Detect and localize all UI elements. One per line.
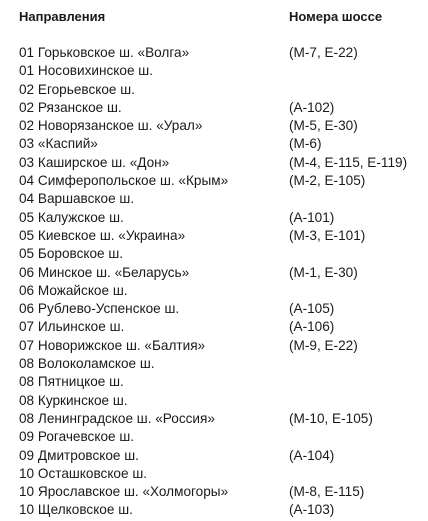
direction-cell: 03 Каширское ш. «Дон» [19, 154, 170, 170]
direction-cell: 08 Ленинградское ш. «Россия» [19, 410, 215, 426]
direction-cell: 03 «Каспий» [19, 136, 98, 152]
table-row [19, 172, 428, 190]
table-row [19, 392, 428, 410]
table-row [19, 99, 428, 117]
table-row [19, 154, 428, 172]
direction-cell: 08 Волоколамское ш. [19, 356, 155, 372]
table-row [19, 209, 428, 227]
highway-number-cell: (А-103) [289, 502, 335, 518]
direction-cell: 06 Минское ш. «Беларусь» [19, 264, 190, 280]
direction-cell: 10 Осташковское ш. [19, 465, 148, 481]
direction-cell: 05 Боровское ш. [19, 246, 124, 262]
highway-number-cell: (А-106) [289, 319, 335, 335]
table-row [19, 410, 428, 428]
direction-cell: 02 Новорязанское ш. «Урал» [19, 118, 203, 134]
table-row [19, 318, 428, 336]
table-header [19, 9, 428, 27]
table-row [19, 44, 428, 62]
table-row [19, 190, 428, 208]
direction-cell: 08 Пятницкое ш. [19, 374, 124, 390]
table-row [19, 373, 428, 391]
direction-cell: 09 Дмитровское ш. [19, 447, 139, 463]
directions-column-header: Направления [19, 9, 106, 24]
highway-number-cell: (М-4, Е-115, Е-119) [289, 154, 408, 170]
direction-cell: 01 Горьковское ш. «Волга» [19, 45, 190, 60]
direction-cell: 04 Симферопольское ш. «Крым» [19, 173, 229, 189]
highway-number-cell: (М-3, Е-101) [289, 227, 366, 243]
table-row [19, 62, 428, 80]
direction-cell: 05 Калужское ш. [19, 209, 124, 225]
highway-number-cell: (М-5, Е-30) [289, 118, 358, 134]
highway-number-cell: (М-9, Е-22) [289, 337, 358, 353]
highway-number-cell: (А-102) [289, 99, 335, 115]
table-row [19, 337, 428, 355]
direction-cell: 05 Киевское ш. «Украина» [19, 227, 186, 243]
table-row [19, 264, 428, 282]
direction-cell: 02 Рязанское ш. [19, 99, 122, 115]
highway-number-cell: (М-2, Е-105) [289, 173, 366, 189]
table-row [19, 447, 428, 465]
highway-number-cell: (М-10, Е-105) [289, 410, 373, 426]
highway-number-cell: (М-1, Е-30) [289, 264, 358, 280]
direction-cell: 08 Куркинское ш. [19, 392, 128, 408]
table-row [19, 227, 428, 245]
table-row [19, 483, 428, 501]
table-row [19, 428, 428, 446]
table-row [19, 501, 428, 519]
direction-cell: 06 Рублево-Успенское ш. [19, 301, 180, 317]
direction-cell: 01 Носовихинское ш. [19, 63, 153, 79]
table-body [19, 44, 428, 520]
highway-number-cell: (А-105) [289, 301, 335, 317]
direction-cell: 09 Рогачевское ш. [19, 429, 135, 445]
table-row [19, 300, 428, 318]
highway-number-cell: (А-104) [289, 447, 335, 463]
table-row [19, 81, 428, 99]
highway-numbers-column-header: Номера шоссе [289, 9, 383, 24]
direction-cell: 06 Можайское ш. [19, 282, 128, 298]
direction-cell: 04 Варшавское ш. [19, 191, 135, 207]
table-row [19, 245, 428, 263]
table-row [19, 117, 428, 135]
table-row [19, 355, 428, 373]
highway-number-cell: (А-101) [289, 209, 335, 225]
table-row [19, 282, 428, 300]
direction-cell: 02 Егорьевское ш. [19, 81, 135, 97]
direction-cell: 10 Ярославское ш. «Холмогоры» [19, 484, 229, 500]
highway-number-cell: (М-8, Е-115) [289, 484, 365, 500]
direction-cell: 10 Щелковское ш. [19, 502, 133, 518]
highway-number-cell: (М-6) [289, 136, 322, 152]
highway-number-cell: (М-7, Е-22) [289, 45, 358, 60]
table-row [19, 135, 428, 153]
direction-cell: 07 Новорижское ш. «Балтия» [19, 337, 206, 353]
table-row [19, 465, 428, 483]
direction-cell: 07 Ильинское ш. [19, 319, 125, 335]
